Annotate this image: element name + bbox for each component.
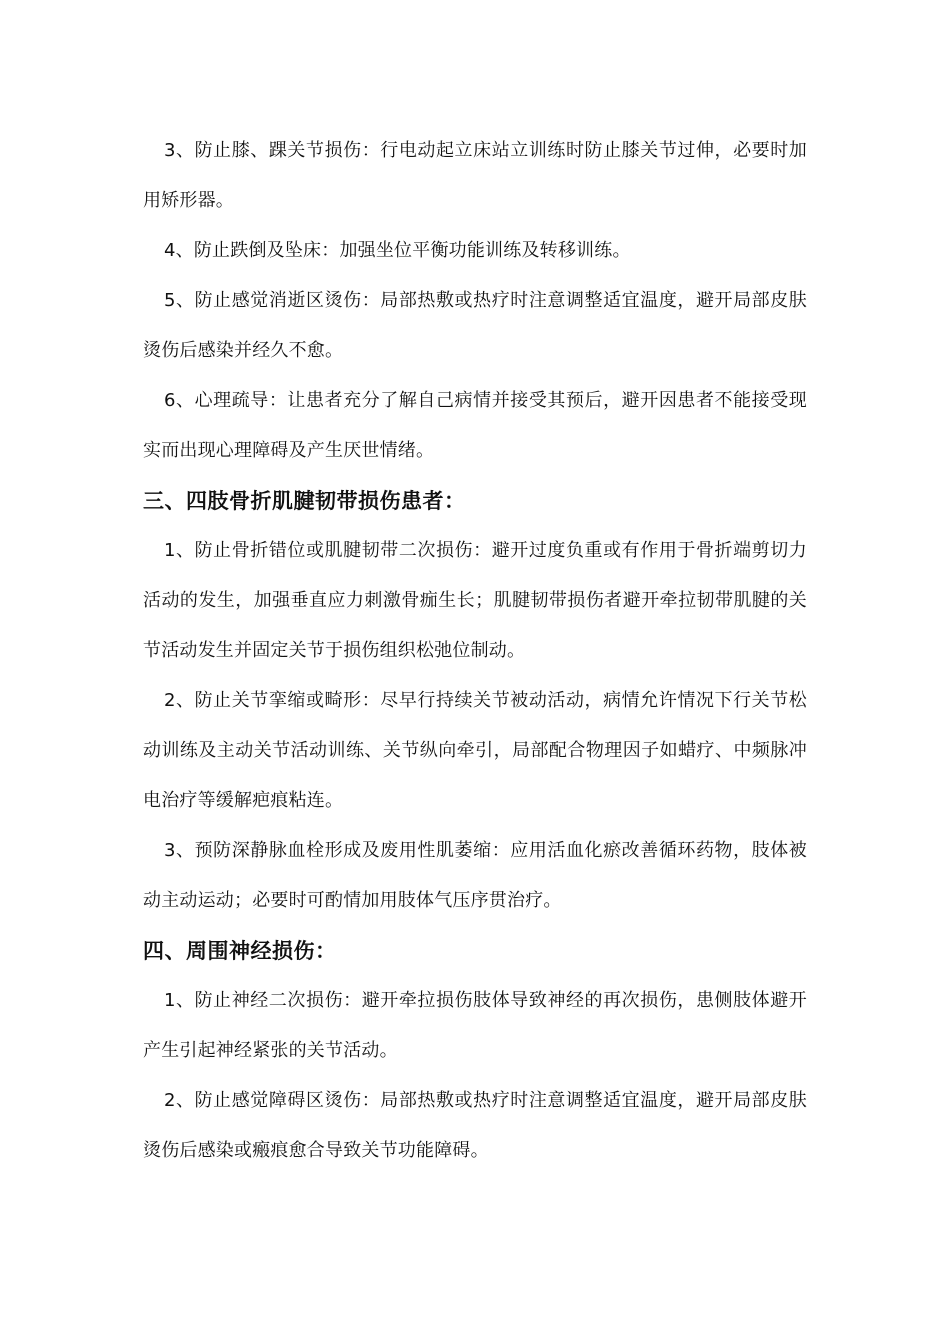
paragraph-sensory-burn-prevention: 2、防止感觉障碍区烫伤：局部热敷或热疗时注意调整适宜温度，避开局部皮肤烫伤后感染或瘢痕愈合导致关节功能障碍。 [143,1090,807,1161]
paragraph-joint-contracture: 2、防止关节挛缩或畸形：尽早行持续关节被动活动，病情允许情况下行关节松动训练及主动关节活动训练、关节纵向牵引，局部配合物理因子如蜡疗、中频脉冲电治疗等缓解疤痕粘连。 [143,690,807,811]
document-body [143,126,807,1176]
paragraph-burn-prevention: 5、防止感觉消逝区烫伤：局部热敷或热疗时注意调整适宜温度，避开局部皮肤烫伤后感染并经久不愈。 [143,290,807,361]
paragraph-knee-ankle-injury: 3、防止膝、踝关节损伤：行电动起立床站立训练时防止膝关节过伸，必要时加用矫形器。 [143,140,807,211]
paragraph-fracture-displacement: 1、防止骨折错位或肌腱韧带二次损伤：避开过度负重或有作用于骨折端剪切力活动的发生，加强垂直应力刺激骨痂生长；肌腱韧带损伤者避开牵拉韧带肌腱的关节活动发生并固定关节于损伤组织松弛位制动。 [143,540,807,661]
paragraph-dvt-prevention: 3、预防深静脉血栓形成及废用性肌萎缩：应用活血化瘀改善循环药物，肢体被动主动运动；必要时可酌情加用肢体气压序贯治疗。 [143,840,807,911]
paragraph-nerve-secondary-injury: 1、防止神经二次损伤：避开牵拉损伤肢体导致神经的再次损伤，患侧肢体避开产生引起神经紧张的关节活动。 [143,990,807,1061]
paragraph-psychological-counseling: 6、心理疏导：让患者充分了解自己病情并接受其预后，避开因患者不能接受现实而出现心理障碍及产生厌世情绪。 [143,390,807,461]
section-heading-peripheral-nerve: 四、周围神经损伤： [143,939,337,963]
paragraph-fall-prevention: 4、防止跌倒及坠床：加强坐位平衡功能训练及转移训练。 [164,240,631,261]
section-heading-fracture-tendon: 三、四肢骨折肌腱韧带损伤患者： [143,489,466,513]
